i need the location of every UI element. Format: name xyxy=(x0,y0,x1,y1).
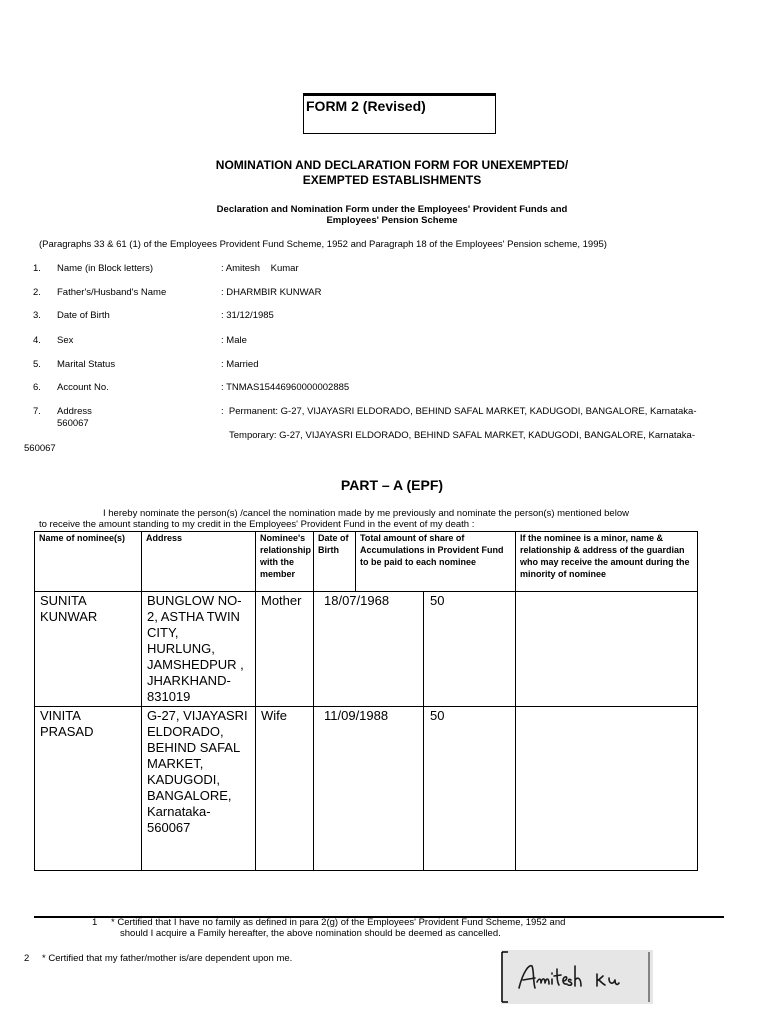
field-number: 4. xyxy=(33,335,41,346)
header-guardian: If the nominee is a minor, name & relationship & address of the guardian who may receive the amount during the minority of nominee xyxy=(516,532,698,592)
field-label: Father's/Husband's Name xyxy=(57,287,167,298)
field-value: : DHARMBIR KUNWAR xyxy=(221,287,322,298)
cell-name: SUNITA KUNWAR xyxy=(35,592,142,707)
cell-share: 50 xyxy=(430,708,445,723)
field-label: Address xyxy=(57,406,92,417)
field-value: : TNMAS15446960000002885 xyxy=(221,382,350,393)
field-value: : Male xyxy=(221,335,247,346)
field-sex xyxy=(0,335,768,347)
field-value: : Permanent: G-27, VIJAYASRI ELDORADO, BEHIND SAFAL MARKET, KADUGODI, BANGALORE, Karnataka- xyxy=(221,406,697,417)
field-number: 1. xyxy=(33,263,41,274)
footnote-2-number: 2 xyxy=(24,953,30,964)
form-title: FORM 2 (Revised) xyxy=(306,98,426,114)
cell-address: G-27, VIJAYASRI ELDORADO, BEHIND SAFAL MARKET, KADUGODI, BANGALORE, Karnataka-560067 xyxy=(142,707,256,871)
cell-dob-share xyxy=(314,592,516,707)
part-a-heading: PART – A (EPF) xyxy=(340,477,444,493)
field-label: Sex xyxy=(57,335,74,346)
field-label: Date of Birth xyxy=(57,310,110,321)
cell-relationship: Wife xyxy=(256,707,314,871)
field-number: 6. xyxy=(33,382,41,393)
temporary-address: Temporary: G-27, VIJAYASRI ELDORADO, BEHIND SAFAL MARKET, KADUGODI, BANGALORE, Karnataka- xyxy=(229,430,695,441)
intro-line-1: I hereby nominate the person(s) /cancel the nomination made by me previously and nominate the person(s) mentioned below xyxy=(103,508,629,519)
subheading-line-2: Employees' Pension Scheme xyxy=(326,215,458,226)
nominee-table xyxy=(34,531,698,871)
field-number: 2. xyxy=(33,287,41,298)
cell-dob: 18/07/1968 xyxy=(314,592,424,706)
field-number: 5. xyxy=(33,359,41,370)
heading-line-2: EXEMPTED ESTABLISHMENTS xyxy=(302,173,482,187)
heading-line-1: NOMINATION AND DECLARATION FORM FOR UNEXEMPTED/ xyxy=(215,158,569,172)
field-father-husband-name xyxy=(0,287,768,299)
cell-dob-share xyxy=(314,707,516,871)
field-account-no xyxy=(0,382,768,394)
intro-line-2: to receive the amount standing to my credit in the Employees' Provident Fund in the event of my death : xyxy=(39,519,475,530)
footnote-1-line-1: * Certified that I have no family as defined in para 2(g) of the Employees' Provident Fund Scheme, 1952 and xyxy=(111,917,566,928)
cell-address: BUNGLOW NO-2, ASTHA TWIN CITY, HURLUNG, JAMSHEDPUR , JHARKHAND-831019 xyxy=(142,592,256,707)
footnote-2-text: * Certified that my father/mother is/are dependent upon me. xyxy=(42,953,293,964)
header-address: Address xyxy=(142,532,256,592)
field-label: Marital Status xyxy=(57,359,116,370)
table-row xyxy=(35,707,698,871)
header-dob: Date of Birth xyxy=(314,532,356,592)
cell-name: VINITA PRASAD xyxy=(35,707,142,871)
cell-relationship: Mother xyxy=(256,592,314,707)
field-date-of-birth xyxy=(0,310,768,322)
header-relationship: Nominee's relationship with the member xyxy=(256,532,314,592)
field-name xyxy=(0,263,768,275)
header-share: Total amount of share of Accumulations in Provident Fund to be paid to each nominee xyxy=(356,532,516,592)
subheading-line-1: Declaration and Nomination Form under the Employees' Provident Funds and xyxy=(216,204,568,215)
cell-dob: 11/09/1988 xyxy=(314,707,424,870)
field-value: : 31/12/1985 xyxy=(221,310,274,321)
form-title-box xyxy=(303,93,496,134)
field-number: 3. xyxy=(33,310,41,321)
permanent-address-continued: 560067 xyxy=(57,418,89,429)
signature-image xyxy=(501,950,653,1004)
table-header-row xyxy=(35,532,698,592)
field-label: Account No. xyxy=(57,382,109,393)
footnote-1-number: 1 xyxy=(92,917,98,928)
cell-guardian xyxy=(516,592,698,707)
paragraph-reference: (Paragraphs 33 & 61 (1) of the Employees Provident Fund Scheme, 1952 and Paragraph 18 of the Employees' Pension scheme, 1995) xyxy=(39,239,607,250)
field-value: : Married xyxy=(221,359,259,370)
field-value: : Amitesh Kumar xyxy=(221,263,299,274)
field-address xyxy=(0,406,768,418)
footnote-1-line-2: should I acquire a Family hereafter, the above nomination should be deemed as cancelled. xyxy=(120,928,501,939)
temporary-address-continued: 560067 xyxy=(24,443,56,454)
table-row xyxy=(35,592,698,707)
field-label: Name (in Block letters) xyxy=(57,263,154,274)
header-name: Name of nominee(s) xyxy=(35,532,142,592)
cell-guardian xyxy=(516,707,698,871)
field-number: 7. xyxy=(33,406,41,417)
field-marital-status xyxy=(0,359,768,371)
cell-share: 50 xyxy=(430,593,445,608)
